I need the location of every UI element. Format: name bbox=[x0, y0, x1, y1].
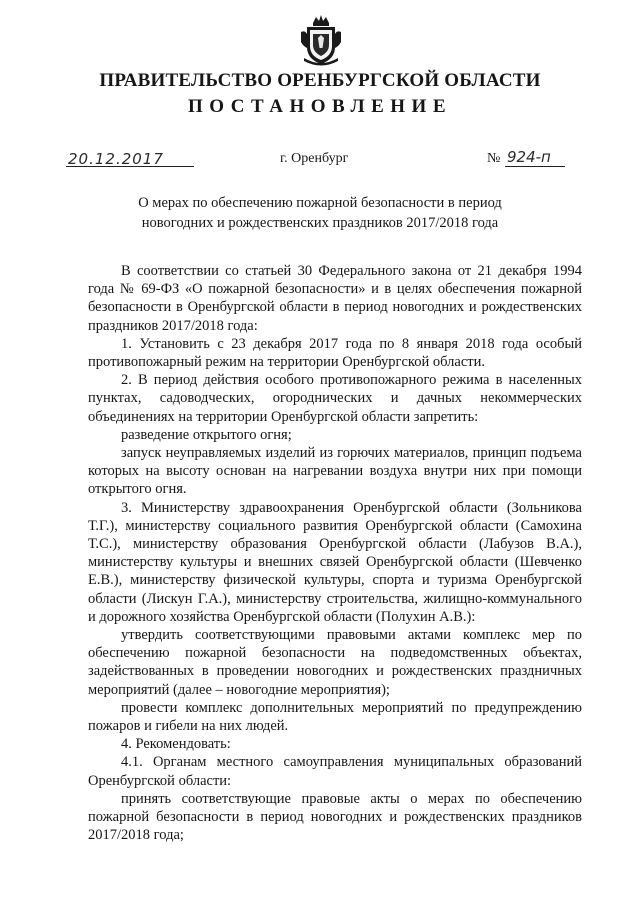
body-paragraph: принять соответствующие правовые акты о мерах по обеспечению пожарной безопасности в период новогодних и рождественских праздников 2017/2018 года; bbox=[88, 790, 582, 844]
subject-line: О мерах по обеспечению пожарной безопасности в период bbox=[138, 195, 502, 211]
date-underline bbox=[66, 166, 194, 167]
body-paragraph: 4. Рекомендовать: bbox=[121, 736, 231, 753]
body-paragraph: В соответствии со статьей 30 Федерального закона от 21 декабря 1994 года № 69-ФЗ «О пожарной безопасности» и в целях обеспечения пожарной безопасности в Оренбургской области в период новогодних и рождественских праздников 2017/2018 года: bbox=[88, 263, 582, 334]
body-paragraph: утвердить соответствующими правовыми актами комплекс мер по обеспечению пожарной безопасности на подведомственных объектах, задействованных в проведении новогодних и рождественских праздничных мероприятий (далее – новогодние мероприятия); bbox=[88, 627, 582, 698]
number-label: № bbox=[487, 151, 501, 166]
document-type-title: ПОСТАНОВЛЕНИЕ bbox=[187, 96, 453, 117]
document-number: 924-п bbox=[507, 148, 551, 166]
body-paragraph: разведение открытого огня; bbox=[121, 426, 292, 443]
number-underline bbox=[505, 166, 565, 167]
body-paragraph: 2. В период действия особого противопожарного режима в населенных пунктах, садоводческих, огороднических и дачных некоммерческих объединениях на территории Оренбургской области запретить: bbox=[88, 372, 582, 425]
body-paragraph: запуск неуправляемых изделий из горючих материалов, принцип подъема которых на высоту основан на нагревании воздуха внутри них при помощи открытого огня. bbox=[88, 445, 582, 498]
document-body bbox=[88, 262, 582, 845]
organization-title: ПРАВИТЕЛЬСТВО ОРЕНБУРГСКОЙ ОБЛАСТИ bbox=[99, 70, 541, 91]
document-date: 20.12.2017 bbox=[68, 150, 164, 168]
body-paragraph: 1. Установить с 23 декабря 2017 года по 8 января 2018 года особый противопожарный режим на территории Оренбургской области. bbox=[88, 335, 582, 371]
document-subject bbox=[0, 193, 640, 233]
body-paragraph: 4.1. Органам местного самоуправления муниципальных образований Оренбургской области: bbox=[88, 754, 582, 789]
body-paragraph: провести комплекс дополнительных мероприятий по предупреждению пожаров и гибели на них людей. bbox=[88, 699, 582, 735]
coat-of-arms-emblem bbox=[298, 14, 344, 66]
body-paragraph: 3. Министерству здравоохранения Оренбургской области (Зольникова Т.Г.), министерству социального развития Оренбургской области (Самохина Т.С.), министерству образования Оренбургской области (Лабузов В.А.), министерству культуры и внешних связей Оренбургской области (Шевченко Е.В.), министерству физической культуры, спорта и туризма Оренбургской области (Лискун Г.А.), министерству строительства, жилищно-коммунального и дорожного хозяйства Оренбургской области (Полухин А.В.): bbox=[88, 499, 582, 625]
document-city: г. Оренбург bbox=[280, 151, 349, 166]
subject-line: новогодних и рождественских праздников 2017/2018 года bbox=[141, 215, 499, 231]
